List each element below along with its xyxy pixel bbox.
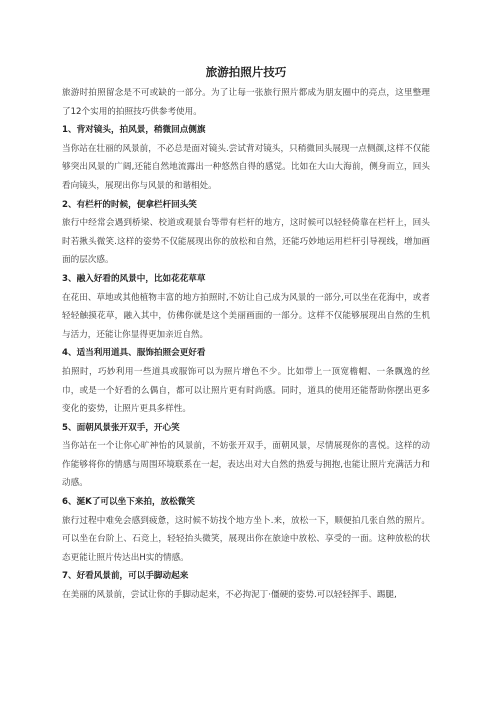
section-heading-6: 6、涎K了可以坐下来拍，放松微笑 bbox=[62, 497, 195, 508]
section-heading-7: 7、好看风景前，可以手脚动起来 bbox=[62, 571, 189, 582]
section-heading-2: 2、有栏杆的时候，便拿栏杆回头笑 bbox=[62, 199, 197, 210]
intro-paragraph: 旅游时拍照留念是不可或缺的一部分。为了让每一张旅行照片都成为朋友圈中的亮点，这里整理了12个实用的拍照技巧供参考使用。 bbox=[62, 88, 430, 117]
page-title: 旅游拍照片技巧 bbox=[205, 65, 287, 79]
section-body-7: 在美丽的风景前，尝试让你的手脚动起来，不必拘泥丁·僵硬的姿势.可以轻轻挥手、踢腿, bbox=[62, 590, 397, 601]
section-body-5: 当你站在一个让你心旷神怡的风景前，不妨张开双手，面朝风景，尽情展现你的喜悦。这样的动作能够将你的情感与周围环境联系在一起，表达出对大自然的热爱与拥抱,也能让照片充满活力和动感。 bbox=[62, 441, 430, 489]
section-heading-4: 4、适当利用道具、服饰拍照会更好看 bbox=[62, 348, 206, 359]
section-body-2: 旅行中经常会遇到桥梁、校道或观景台等带有栏杆的地方，这时候可以轻轻倚靠在栏杆上，回头时若揪头微笑.这样的姿势不仅能展现出你的放松和自然，还能巧妙地运用栏杆引导视线，增加画面的层次感。 bbox=[62, 218, 430, 266]
section-body-4: 拍照时，巧妙利用一些道具或服饰可以为照片增色不少。比如带上一顶宽檐帽、一条飘逸的丝巾，或是一个好看的么偶自，都可以让照片更有时尚感。同时，道具的使用还能帮助你摆出更多变化的姿势，让照片更具多样性。 bbox=[62, 366, 430, 415]
section-heading-5: 5、面朝风景张开双手，开心笑 bbox=[62, 422, 180, 433]
section-body-1: 当你站在壮丽的风景前，不必总是面对镜头.尝试背对镜头，只稍微回头展现一点侧颜,这样不仅能够突出风景的广阔,还能自然地流露出一种悠然自得的感觉。比如在大山大海前，侧身而立，回头看向镜头，展现出你与风景的和谐相处。 bbox=[62, 143, 430, 191]
section-body-3: 在花田、草地或其他植物丰富的地方拍照时,不妨让自己成为风景的一部分,可以坐在花海中，或者轻轻触摸花草，融入其中，仿佛你就是这个美丽画面的一部分。这样不仅能够展现出自然的生机与活力，还能让你显得更加亲近自然。 bbox=[62, 292, 430, 340]
section-body-6: 旅行过程中难免会感到疲惫，这时候不妨找个地方坐卜.来，放松一下，顺便拍几张自然的照片。可以坐在台阶上、石竞上，轻轻抬头微笑，展现出你在旅途中放松、享受的一面。这种放松的状态更能让照片传达出H实的情感。 bbox=[62, 515, 430, 563]
section-heading-1: 1、背对镜头，拍风景，稍微回点侧旗 bbox=[62, 125, 206, 136]
section-heading-3: 3、融入好看的风景中，比如花花草草 bbox=[62, 273, 206, 284]
